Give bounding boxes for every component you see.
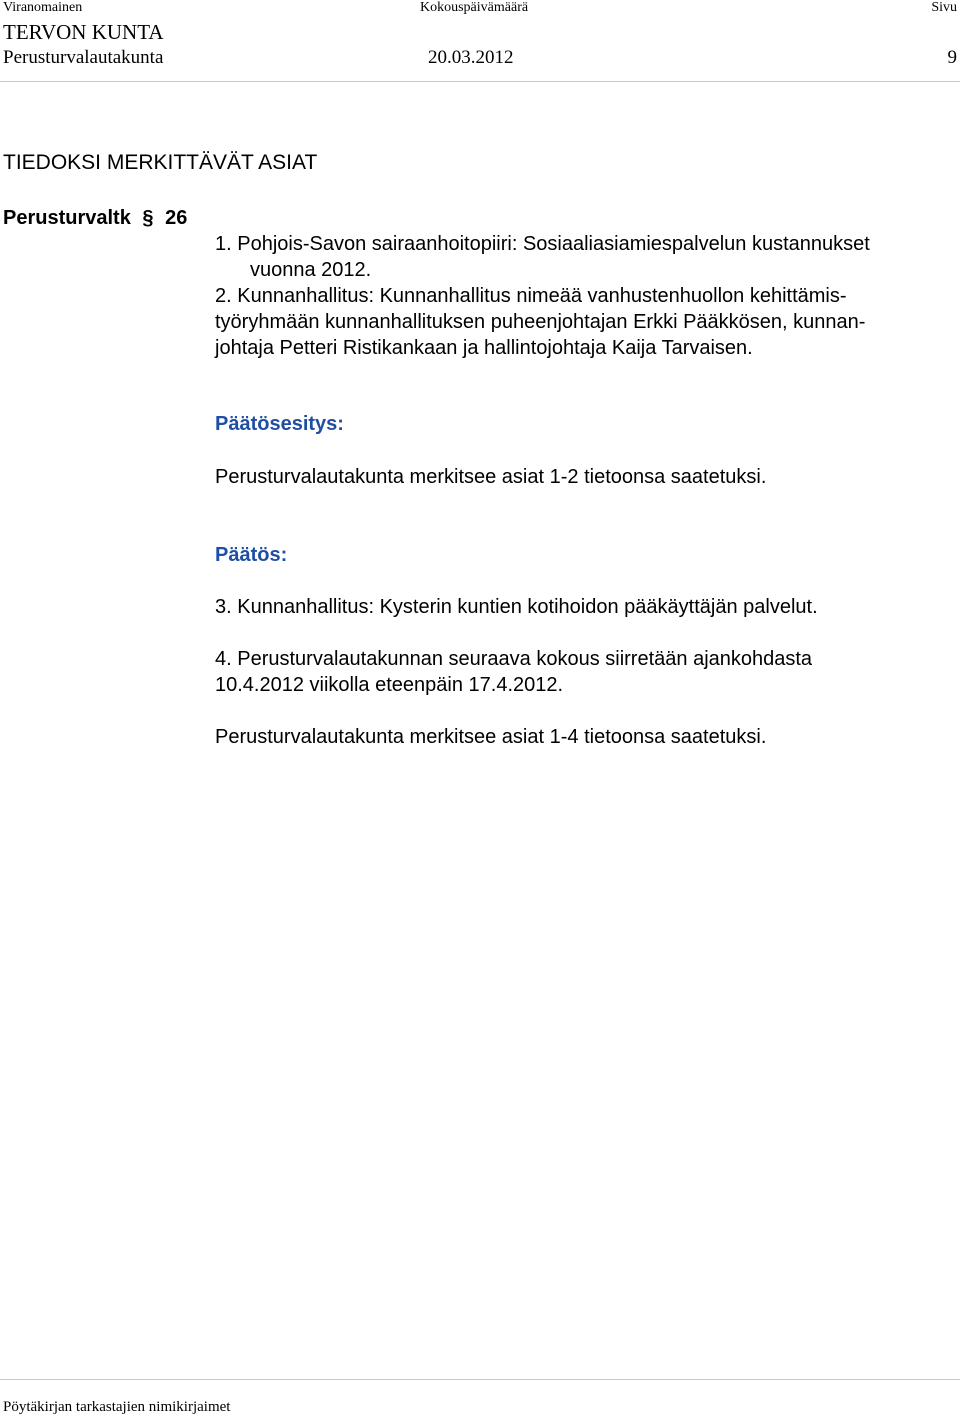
list-item-line: vuonna 2012. (250, 259, 372, 281)
proposal-heading: Päätösesitys: (215, 413, 344, 435)
body-name: Perusturvalautakunta (3, 47, 164, 68)
page-label: Sivu (931, 0, 957, 15)
organization-name: TERVON KUNTA (3, 20, 164, 44)
item-number: 4. (215, 648, 232, 670)
item-text: Perusturvalautakunnan seuraava kokous siirretään ajankohdasta (237, 648, 813, 670)
list-item-line (215, 646, 955, 672)
proposal-text: Perusturvalautakunta merkitsee asiat 1-2 tietoonsa saatetuksi. (215, 466, 767, 488)
list-item-line: työryhmään kunnanhallituksen puheenjohtajan Erkki Pääkkösen, kunnan- (215, 311, 866, 333)
item-number: 1. (215, 233, 232, 255)
item-text: Kunnanhallitus: Kunnanhallitus nimeää vanhustenhuollon kehittämis- (237, 285, 847, 307)
list-item-line: 10.4.2012 viikolla eteenpäin 17.4.2012. (215, 674, 564, 696)
meeting-date: 20.03.2012 (428, 47, 514, 68)
list-item-line (215, 594, 955, 620)
item-number: 3. (215, 596, 232, 618)
decision-heading: Päätös: (215, 544, 288, 566)
list-item (215, 646, 955, 698)
officer-label: Viranomainen (3, 0, 83, 15)
section-label: Perusturvaltk (3, 207, 131, 229)
signatures-label: Pöytäkirjan tarkastajien nimikirjaimet (3, 1399, 231, 1415)
document-title: TIEDOKSI MERKITTÄVÄT ASIAT (3, 151, 318, 174)
header-divider (0, 81, 960, 82)
list-item (215, 594, 955, 620)
item-text: Kunnanhallitus: Kysterin kuntien kotihoidon pääkäyttäjän palvelut. (237, 596, 818, 618)
item-text: Pohjois-Savon sairaanhoitopiiri: Sosiaaliasiamiespalvelun kustannukset (237, 233, 870, 255)
list-item (215, 231, 955, 283)
section-number: 26 (165, 207, 188, 229)
page-number: 9 (947, 47, 957, 68)
item-number: 2. (215, 285, 232, 307)
section-symbol: § (142, 207, 154, 229)
list-item-line: johtaja Petteri Ristikankaan ja hallintojohtaja Kaija Tarvaisen. (215, 337, 753, 359)
list-item (215, 283, 955, 361)
list-item-line (215, 231, 955, 257)
footer-divider (0, 1379, 960, 1380)
decision-text: Perusturvalautakunta merkitsee asiat 1-4 tietoonsa saatetuksi. (215, 726, 767, 748)
date-label: Kokouspäivämäärä (420, 0, 529, 15)
section-reference (3, 205, 187, 231)
list-item-line (215, 283, 955, 309)
